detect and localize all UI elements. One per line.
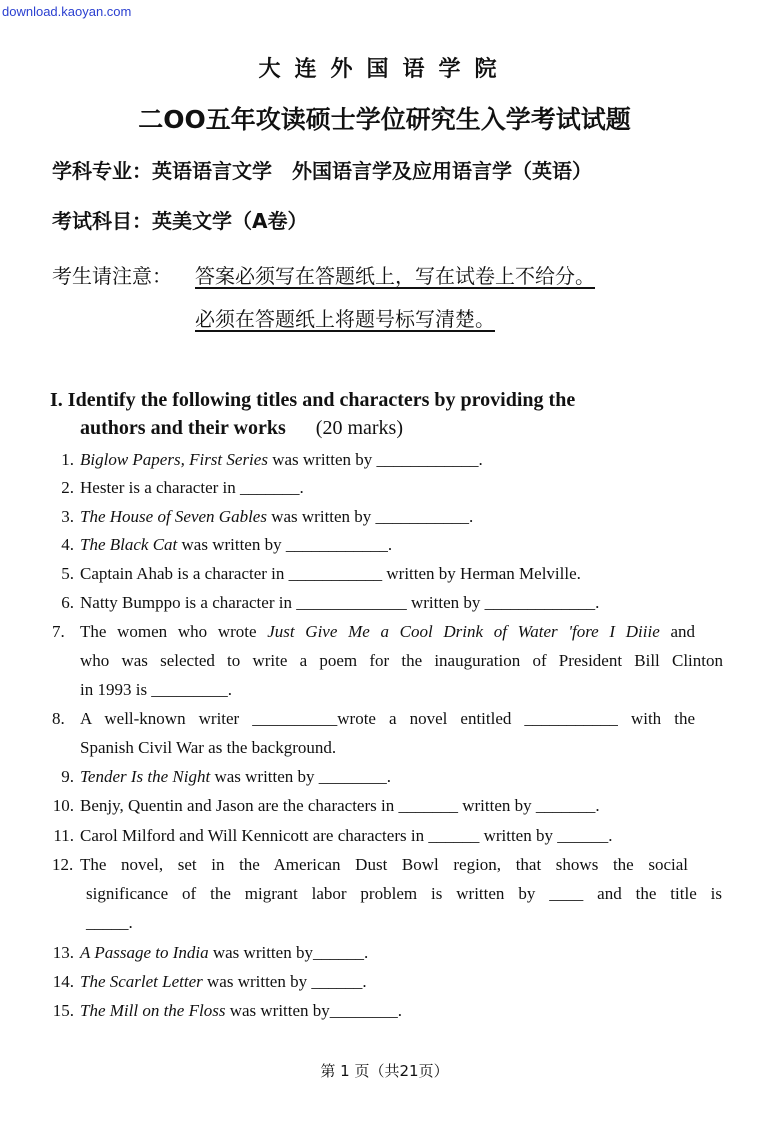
question-2-line (52, 478, 304, 498)
section-title-line-2: authors and their works (80, 417, 286, 439)
question-5-line (52, 564, 581, 584)
question-number: 4. (61, 535, 74, 554)
question-text: was written by ____________. (267, 450, 483, 469)
question-number: 6. (61, 593, 74, 612)
work-title: The Scarlet Letter (80, 972, 203, 991)
question-3-line (52, 507, 473, 527)
question-10-line (52, 796, 600, 816)
notice-label: 考生请注意： (52, 264, 172, 288)
question-text: was written by ___________. (266, 507, 474, 526)
question-number: 5. (61, 564, 74, 583)
question-number: 3. (61, 507, 74, 526)
question-number: 12. (52, 855, 74, 874)
question-text: who was selected to write a poem for the inauguration of President Bill Clinton (80, 651, 723, 670)
question-text: Spanish Civil War as the background. (80, 738, 337, 757)
question-text: and (659, 622, 695, 641)
question-15-line (52, 1001, 402, 1021)
question-number: 10. (52, 796, 74, 815)
question-number: 1. (61, 450, 74, 469)
question-8-line (52, 709, 695, 729)
question-text: was written by ____________. (177, 535, 393, 554)
question-12-line (86, 884, 722, 904)
question-number: 9. (61, 767, 74, 786)
question-11-line (52, 826, 612, 846)
question-text: A well-known writer __________wrote a novel entitled ___________ with the (80, 709, 695, 728)
question-text: Carol Milford and Will Kennicott are characters in ______ written by ______. (80, 826, 613, 845)
page-number: 第 1 页（共21页） (320, 1062, 449, 1080)
work-title: A Passage to India (80, 943, 209, 962)
question-text: Captain Ahab is a character in ___________ written by Herman Melville. (80, 564, 581, 583)
exam-title: 二OO五年攻读硕士学位研究生入学考试试题 (138, 105, 631, 134)
question-text: The novel, set in the American Dust Bowl region, that shows the social (80, 855, 688, 874)
notice-line-1: 答案必须写在答题纸上，写在试卷上不给分。 (195, 264, 595, 288)
question-12-line (52, 855, 688, 875)
question-number: 11. (53, 826, 74, 845)
question-text: significance of the migrant labor problem is written by ____ and the title is (86, 884, 722, 903)
question-text: The women who wrote (80, 622, 268, 641)
work-title: Biglow Papers, First Series (80, 450, 268, 469)
question-text: was written by ________. (210, 767, 392, 786)
question-8-line (80, 738, 336, 758)
question-number: 7. (52, 622, 65, 641)
question-text: in 1993 is _________. (80, 680, 233, 699)
question-7-line (52, 622, 695, 642)
section-heading (50, 386, 575, 442)
question-text: _____. (86, 913, 133, 932)
question-9-line (52, 767, 391, 787)
question-12-line (86, 913, 133, 933)
question-7-line (80, 680, 232, 700)
work-title: The House of Seven Gables (80, 507, 267, 526)
question-text: Hester is a character in _______. (80, 478, 304, 497)
work-title: Tender Is the Night (80, 767, 211, 786)
section-marks: (20 marks) (315, 417, 403, 439)
question-text: Natty Bumppo is a character in _____________ written by _____________. (80, 593, 600, 612)
question-4-line (52, 535, 392, 555)
question-13-line (52, 943, 368, 963)
major-field: 学科专业：英语语言文学 外国语言学及应用语言学（英语） (52, 159, 592, 183)
question-14-line (52, 972, 367, 992)
question-number: 14. (52, 972, 74, 991)
question-number: 2. (61, 478, 74, 497)
work-title: The Mill on the Floss (80, 1001, 226, 1020)
question-1-line (52, 450, 483, 470)
question-number: 8. (52, 709, 65, 728)
question-text: Benjy, Quentin and Jason are the characters in _______ written by _______. (80, 796, 600, 815)
question-6-line (52, 593, 599, 613)
question-text: was written by ______. (202, 972, 367, 991)
question-text: was written by________. (225, 1001, 403, 1020)
notice-line-2: 必须在答题纸上将题号标写清楚。 (195, 307, 495, 331)
work-title: Just Give Me a Cool Drink of Water 'fore I Diiie (267, 622, 660, 641)
watermark-link[interactable]: download.kaoyan.com (2, 4, 132, 19)
question-number: 13. (52, 943, 74, 962)
school-name: 大连外国语学院 (258, 57, 511, 82)
question-number: 15. (52, 1001, 74, 1020)
work-title: The Black Cat (80, 535, 178, 554)
question-7-line (80, 651, 723, 671)
section-title-line-1: I. Identify the following titles and characters by providing the (50, 389, 576, 411)
question-text: was written by______. (208, 943, 369, 962)
exam-subject: 考试科目：英美文学（A卷） (52, 209, 308, 233)
